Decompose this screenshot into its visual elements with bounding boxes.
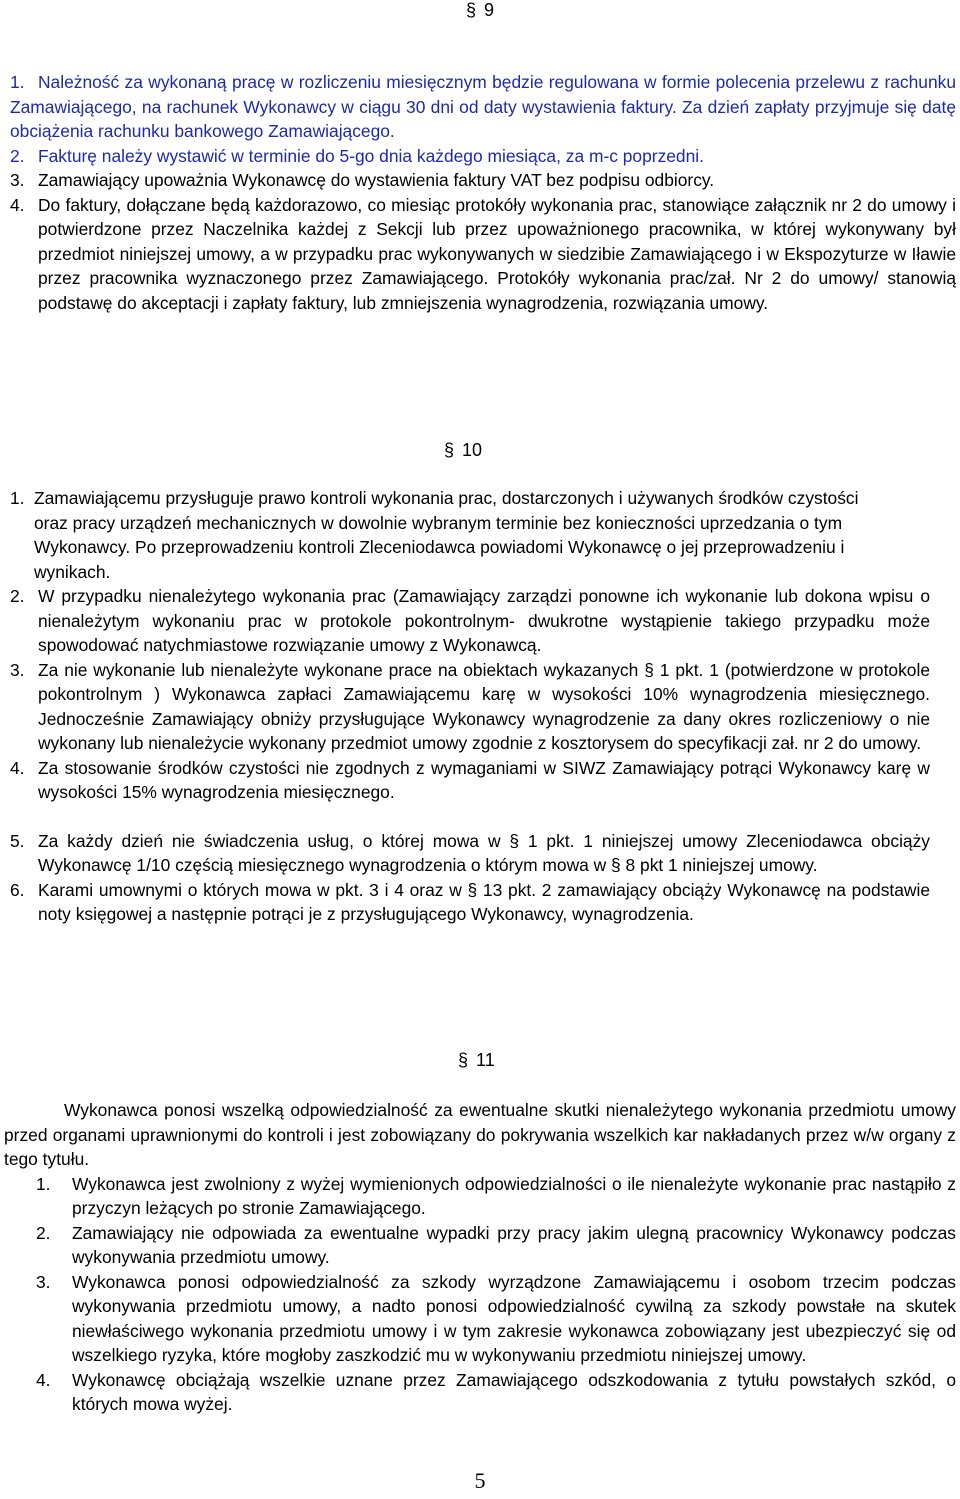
item-text: Za stosowanie środków czystości nie zgodnych z wymaganiami w SIWZ Zamawiający potrąci Wykonawcy karę w wysokości 15% wynagrodzenia miesięcznego. bbox=[38, 757, 930, 802]
item-text: Za każdy dzień nie świadczenia usług, o której mowa w § 1 pkt. 1 niniejszej umowy Zleceniodawca obciąży Wykonawcę 1/10 częścią miesięcznego wynagrodzenia o którym mowa w § 8 pkt 1 niniejszej umowy. bbox=[38, 830, 930, 875]
section-11-intro: Wykonawca ponosi wszelką odpowiedzialność za ewentualne skutki nienależytego wykonania przedmiotu umowy przed organami uprawnionymi do kontroli i jest zobowiązany do pokrywania wszelkich kar nakładanych przez w/w organy z tego tytułu. bbox=[4, 1100, 956, 1169]
section-symbol: § bbox=[444, 440, 455, 460]
section-11-body bbox=[4, 1098, 956, 1417]
section-10-item bbox=[10, 829, 930, 878]
section-11-item bbox=[36, 1221, 956, 1270]
item-number: 3. bbox=[36, 1271, 51, 1292]
section-11-list bbox=[4, 1172, 956, 1417]
item-text: Zamawiającemu przysługuje prawo kontroli wykonania prac, dostarczonych i używanych środków czystości oraz pracy urządzeń mechanicznych w dowolnie wybranym terminie bez konieczności uprzedzania o tym Wykonawcy. Po przeprowadzeniu kontroli Zleceniodawca powiadomi Wykonawcę o jej przeprowadzeniu i wynikach. bbox=[34, 488, 859, 582]
section-10-body bbox=[10, 486, 930, 927]
section-10-item bbox=[10, 756, 930, 805]
section-symbol: § bbox=[458, 1050, 469, 1070]
section-heading-10 bbox=[444, 438, 482, 462]
item-number: 4. bbox=[36, 1369, 51, 1390]
section-heading-9 bbox=[466, 0, 494, 22]
item-text: Wykonawcę obciążają wszelkie uznane przez Zamawiającego odszkodowania z tytułu powstałych szkód, o których mowa wyżej. bbox=[72, 1369, 956, 1414]
section-9-item bbox=[10, 70, 956, 144]
item-number: 3. bbox=[10, 659, 25, 680]
item-number: 4. bbox=[10, 757, 25, 778]
item-number: 2. bbox=[36, 1222, 51, 1243]
section-heading-11 bbox=[458, 1048, 495, 1072]
item-number: 1. bbox=[10, 488, 25, 508]
section-number: 10 bbox=[462, 440, 483, 460]
item-number: 3. bbox=[10, 170, 25, 190]
item-text: W przypadku nienależytego wykonania prac (Zamawiający zarządzi ponowne ich wykonanie lub dokona wpisu o nienależytym wykonaniu prac w protokole pokontrolnym- dwukrotne wystąpienie takiego przypadku może spowodować natychmiastowe rozwiązanie umowy z Wykonawcą. bbox=[38, 586, 930, 655]
page-number: 5 bbox=[474, 1468, 486, 1493]
item-number: 5. bbox=[10, 830, 25, 851]
section-9-item bbox=[10, 168, 956, 193]
section-9-item bbox=[10, 193, 956, 316]
item-number: 2. bbox=[10, 145, 25, 166]
section-10-item bbox=[10, 658, 930, 756]
item-text: Zamawiający nie odpowiada za ewentualne wypadki przy pracy jakim ulegną pracownicy Wykonawcy podczas wykonywania przedmiotu umowy. bbox=[72, 1222, 956, 1267]
section-symbol: § bbox=[466, 0, 477, 20]
section-9-item bbox=[10, 144, 956, 169]
item-number: 6. bbox=[10, 879, 25, 900]
item-number: 2. bbox=[10, 586, 25, 606]
section-11-item bbox=[36, 1270, 956, 1368]
item-number: 4. bbox=[10, 194, 25, 215]
section-9-body bbox=[10, 70, 956, 315]
section-10-item bbox=[10, 486, 864, 584]
item-text: Wykonawca jest zwolniony z wyżej wymienionych odpowiedzialności o ile nienależyte wykonanie prac nastąpiło z przyczyn leżących po stronie Zamawiającego. bbox=[72, 1173, 956, 1218]
section-11-item bbox=[36, 1368, 956, 1417]
item-text: Wykonawca ponosi odpowiedzialność za szkody wyrządzone Zamawiającemu i osobom trzecim podczas wykonywania przedmiotu umowy, a nadto ponosi odpowiedzialność cywilną za szkody powstałe na skutek niewłaściwego wykonania przedmiotu umowy i w tym zakresie wykonawca zobowiązany jest ubezpieczyć się od wszelkiego ryzyka, które mogłoby zaszkodzić mu w wykonywaniu przedmiotu niniejszej umowy. bbox=[72, 1271, 956, 1365]
section-10-item bbox=[10, 584, 930, 658]
item-text: Należność za wykonaną pracę w rozliczeniu miesięcznym będzie regulowana w formie polecenia przelewu z rachunku Zamawiającego, na rachunek Wykonawcy w ciągu 30 dni od daty wystawienia faktury. Za dzień zapłaty przyjmuje się datę obciążenia rachunku bankowego Zamawiającego. bbox=[10, 72, 956, 141]
item-text: Za nie wykonanie lub nienależyte wykonane prace na obiektach wykazanych § 1 pkt. 1 (potwierdzone w protokole pokontrolnym ) Wykonawca zapłaci Zamawiającemu karę w wysokości 10% wynagrodzenia miesięcznego. Jednocześnie Zamawiający obniży przysługujące Wykonawcy wynagrodzenie za dany okres rozliczeniowy o nie wykonany lub nienależycie wykonany przedmiot umowy zgodnie z kosztorysem do specyfikacji zał. nr 2 do umowy. bbox=[38, 659, 930, 753]
item-text: Do faktury, dołączane będą każdorazowo, co miesiąc protokóły wykonania prac, stanowiące załącznik nr 2 do umowy i potwierdzone przez Naczelnika każdej z Sekcji lub przez upoważnionego pracownika, w której wykonywany był przedmiot niniejszej umowy, a w przypadku prac wykonywanych w siedzibie Zamawiającego i w Ekspozyturze w Iławie przez pracownika wyznaczonego przez Zamawiającego. Protokóły wykonania prac/zał. Nr 2 do umowy/ stanowią podstawę do akceptacji i zapłaty faktury, lub zmniejszenia wynagrodzenia, rozwiązania umowy. bbox=[38, 194, 956, 313]
section-10-item bbox=[10, 878, 930, 927]
section-number: 9 bbox=[484, 0, 495, 20]
item-number: 1. bbox=[10, 72, 25, 92]
section-number: 11 bbox=[476, 1050, 495, 1070]
item-text: Zamawiający upoważnia Wykonawcę do wystawienia faktury VAT bez podpisu odbiorcy. bbox=[38, 170, 715, 190]
section-11-item bbox=[36, 1172, 956, 1221]
item-number: 1. bbox=[36, 1173, 51, 1194]
item-text: Fakturę należy wystawić w terminie do 5-go dnia każdego miesiąca, za m-c poprzedni. bbox=[38, 145, 704, 166]
item-text: Karami umownymi o których mowa w pkt. 3 i 4 oraz w § 13 pkt. 2 zamawiający obciąży Wykonawcę na podstawie noty księgowej a następnie potrąci je z przysługującego Wykonawcy, wynagrodzenia. bbox=[38, 879, 930, 924]
